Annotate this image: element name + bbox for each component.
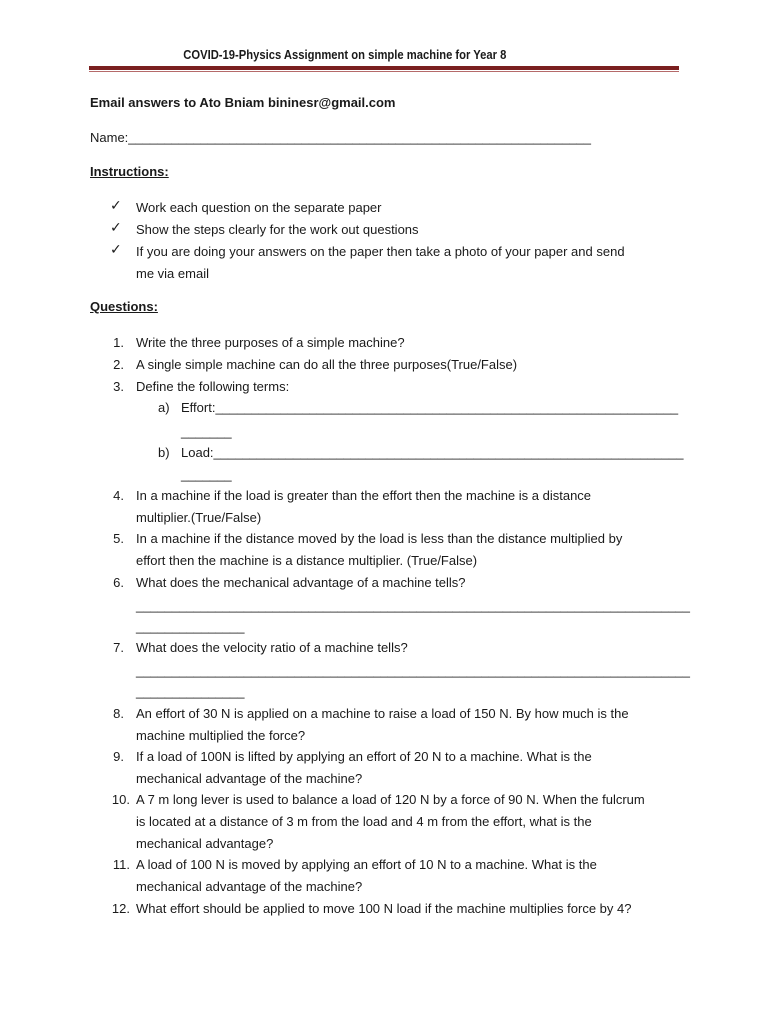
- sub-question-text: Effort:________________________________________________________________: [181, 400, 679, 415]
- question-text-continuation: machine multiplied the force?: [136, 728, 306, 743]
- question-text: What effort should be applied to move 100 N load if the machine multiplies force by 4?: [136, 901, 632, 916]
- questions-heading: Questions:: [90, 299, 158, 314]
- question-number: 2.: [113, 357, 124, 372]
- question-text: An effort of 30 N is applied on a machine to raise a load of 150 N. By how much is the: [136, 706, 629, 721]
- answer-line: _______________: [136, 619, 245, 634]
- answer-line: _____________________________________________________________________________: [136, 663, 690, 678]
- instruction-item: Show the steps clearly for the work out questions: [136, 222, 419, 237]
- question-number: 9.: [113, 749, 124, 764]
- question-text-continuation: mechanical advantage?: [136, 836, 274, 851]
- answer-line: _______: [181, 424, 232, 439]
- answer-line: _______________: [136, 684, 245, 699]
- question-number: 5.: [113, 531, 124, 546]
- instruction-item: If you are doing your answers on the paper then take a photo of your paper and send: [136, 244, 625, 259]
- question-text: A 7 m long lever is used to balance a load of 120 N by a force of 90 N. When the fulcrum: [136, 792, 645, 807]
- question-number: 7.: [113, 640, 124, 655]
- question-text: Write the three purposes of a simple machine?: [136, 335, 405, 350]
- question-number: 10.: [111, 792, 130, 807]
- question-text: In a machine if the distance moved by the load is less than the distance multiplied by: [136, 531, 623, 546]
- document-title: COVID-19-Physics Assignment on simple machine for Year 8: [183, 48, 507, 62]
- header-divider-thin: [89, 71, 679, 72]
- question-number: 6.: [113, 575, 124, 590]
- question-text: If a load of 100N is lifted by applying an effort of 20 N to a machine. What is the: [136, 749, 592, 764]
- question-number: 1.: [113, 335, 124, 350]
- question-text: What does the velocity ratio of a machine tells?: [136, 640, 408, 655]
- question-text: In a machine if the load is greater than the effort then the machine is a distance: [136, 488, 592, 503]
- sub-question-label: b): [158, 445, 170, 460]
- sub-question-text: Load:_________________________________________________________________: [181, 445, 684, 460]
- question-number: 11.: [112, 857, 130, 872]
- instruction-item-continuation: me via email: [136, 266, 209, 281]
- question-text: What does the mechanical advantage of a machine tells?: [136, 575, 466, 590]
- question-text-continuation: effort then the machine is a distance multiplier. (True/False): [136, 553, 478, 568]
- instructions-heading: Instructions:: [90, 164, 169, 179]
- question-text-continuation: is located at a distance of 3 m from the load and 4 m from the effort, what is the: [136, 814, 592, 829]
- question-text: A single simple machine can do all the three purposes(True/False): [136, 357, 518, 372]
- question-text-continuation: multiplier.(True/False): [136, 510, 262, 525]
- name-field-line: Name:________________________________________________________________: [90, 130, 592, 145]
- question-text-continuation: mechanical advantage of the machine?: [136, 879, 363, 894]
- question-number: 4.: [113, 488, 124, 503]
- checkmark-icon: ✓: [110, 241, 122, 257]
- question-number: 12.: [111, 901, 130, 916]
- instruction-item: Work each question on the separate paper: [136, 200, 382, 215]
- question-text-continuation: mechanical advantage of the machine?: [136, 771, 363, 786]
- checkmark-icon: ✓: [110, 219, 122, 235]
- header-divider: [89, 66, 679, 70]
- email-instruction: Email answers to Ato Bniam bininesr@gmail.com: [90, 95, 396, 110]
- question-number: 8.: [113, 706, 124, 721]
- answer-line: _______: [181, 467, 232, 482]
- sub-question-label: a): [158, 400, 170, 415]
- question-text: Define the following terms:: [136, 379, 290, 394]
- answer-line: _____________________________________________________________________________: [136, 598, 690, 613]
- question-text: A load of 100 N is moved by applying an effort of 10 N to a machine. What is the: [136, 857, 597, 872]
- question-number: 3.: [113, 379, 124, 394]
- checkmark-icon: ✓: [110, 197, 122, 213]
